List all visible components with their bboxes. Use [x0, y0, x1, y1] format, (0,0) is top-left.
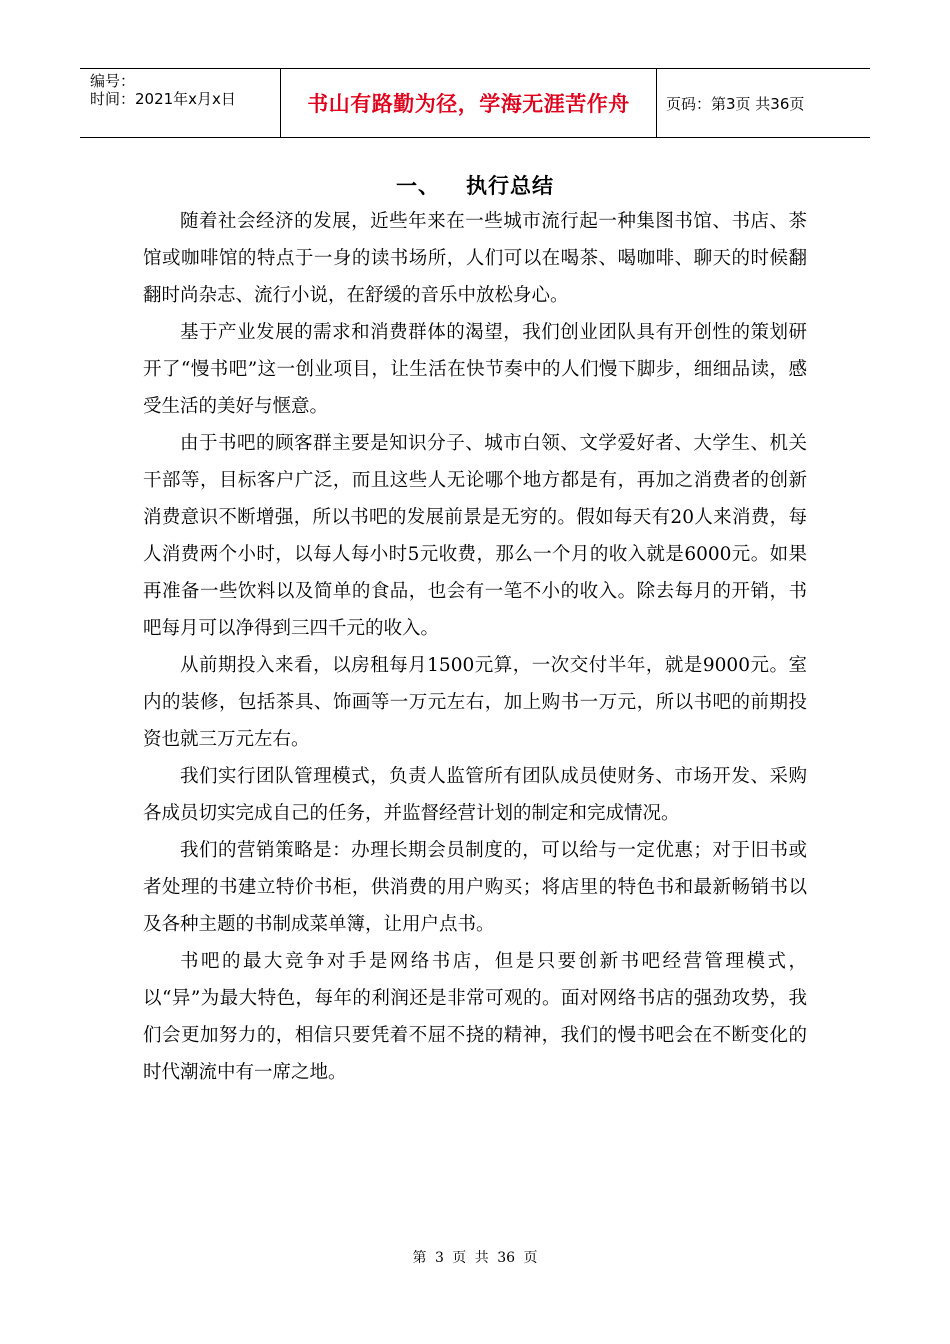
body-paragraph: 随着社会经济的发展，近些年来在一些城市流行起一种集图书馆、书店、茶馆或咖啡馆的特点于一身的读书场所，人们可以在喝茶、喝咖啡、聊天的时候翻翻时尚杂志、流行小说，在舒缓的音乐中放松身心。: [143, 211, 807, 306]
section-title: [0, 170, 950, 200]
section-title-text: 执行总结: [466, 174, 554, 198]
body-paragraph: 我们实行团队管理模式，负责人监管所有团队成员使财务、市场开发、采购各成员切实完成自己的任务，并监督经营计划的制定和完成情况。: [143, 766, 807, 824]
body-paragraph: 基于产业发展的需求和消费群体的渴望，我们创业团队具有开创性的策划研开了“慢书吧”这一创业项目，让生活在快节奏中的人们慢下脚步，细细品读，感受生活的美好与惬意。: [143, 322, 807, 417]
body-paragraph: 我们的营销策略是：办理长期会员制度的，可以给与一定优惠；对于旧书或者处理的书建立特价书柜，供消费的用户购买；将店里的特色书和最新畅销书以及各种主题的书制成菜单簿，让用户点书。: [143, 840, 807, 935]
header-page-cell: [657, 69, 870, 137]
page-footer: [0, 1247, 950, 1267]
document-body: [143, 203, 807, 1091]
page-header: [80, 68, 870, 138]
section-number: 一、: [396, 174, 440, 198]
document-number-label: 编号：: [90, 72, 136, 90]
body-paragraph: 从前期投入来看，以房租每月1500元算，一次交付半年，就是9000元。室内的装修，包括茶具、饰画等一万元左右，加上购书一万元，所以书吧的前期投资也就三万元左右。: [143, 655, 807, 750]
document-time-label: 时间：2021年x月x日: [90, 90, 236, 108]
header-motto-cell: [281, 69, 657, 137]
header-meta-cell: [80, 69, 281, 137]
body-paragraph: 由于书吧的顾客群主要是知识分子、城市白领、文学爱好者、大学生、机关干部等，目标客户广泛，而且这些人无论哪个地方都是有，再加之消费者的创新消费意识不断增强，所以书吧的发展前景是无穷的。假如每天有20人来消费，每人消费两个小时，以每人每小时5元收费，那么一个月的收入就是6000元。如果再准备一些饮料以及简单的食品，也会有一笔不小的收入。除去每月的开销，书吧每月可以净得到三四千元的收入。: [143, 433, 807, 639]
body-paragraph: 书吧的最大竞争对手是网络书店，但是只要创新书吧经营管理模式，以“异”为最大特色，每年的利润还是非常可观的。面对网络书店的强劲攻势，我们会更加努力的，相信只要凭着不屈不挠的精神，我们的慢书吧会在不断变化的时代潮流中有一席之地。: [143, 951, 807, 1083]
footer-page-number: 第 3 页 共 36 页: [412, 1250, 538, 1266]
header-motto: 书山有路勤为径，学海无涯苦作舟: [307, 92, 630, 116]
header-page-info: 页码：第3页 共36页: [666, 94, 805, 113]
